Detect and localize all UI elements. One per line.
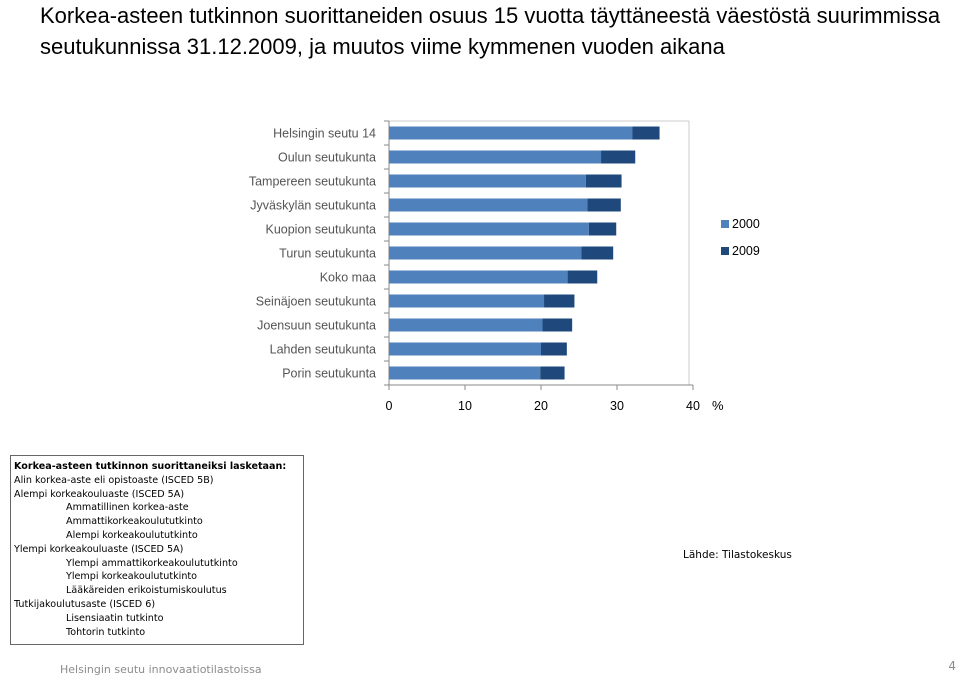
definition-item: Lisensiaatin tutkinto: [66, 612, 164, 624]
legend-swatch: [721, 247, 729, 255]
category-label: Koko maa: [319, 270, 376, 285]
bar-2009: [540, 367, 564, 380]
definition-item: Ammatillinen korkea-aste: [66, 502, 189, 514]
bar-2009: [541, 343, 567, 356]
legend-label: 2000: [732, 217, 760, 231]
category-label: Seinäjoen seutukunta: [255, 294, 376, 309]
bar-2009: [544, 295, 574, 308]
x-tick-label: 40: [686, 399, 700, 413]
category-labels: [249, 127, 376, 381]
bar-2000: [389, 319, 543, 332]
bar-2009: [632, 127, 659, 140]
bar-2000: [389, 199, 587, 212]
definition-item: Tutkijakoulutusaste (ISCED 6): [14, 598, 156, 610]
bar-2009: [543, 319, 573, 332]
chart-legend: [721, 217, 760, 258]
definition-box: [10, 455, 304, 645]
page-title: Korkea-asteen tutkinnon suorittaneiden osuus 15 vuotta täyttäneestä väestöstä suurimmissa seutukunnissa 31.12.2009, ja muutos viime kymmenen vuoden aikana: [40, 3, 941, 59]
category-label: Kuopion seutukunta: [265, 222, 376, 237]
bar-2000: [389, 247, 581, 260]
category-label: Lahden seutukunta: [269, 342, 376, 357]
definition-item: Alempi korkeakouluaste (ISCED 5A): [14, 488, 185, 500]
definition-item: Ammattikorkeakoulututkinto: [66, 516, 203, 528]
bar-2000: [389, 223, 589, 236]
category-label: Jyväskylän seutukunta: [250, 198, 376, 213]
x-tick-label: 10: [458, 399, 472, 413]
bar-2000: [389, 151, 601, 164]
category-label: Helsingin seutu 14: [273, 126, 376, 141]
bar-2000: [389, 175, 586, 188]
category-label: Joensuun seutukunta: [257, 318, 376, 333]
bar-2000: [389, 271, 568, 284]
bar-2009: [589, 223, 616, 236]
x-tick-label: 20: [534, 399, 548, 413]
x-tick-labels: [386, 399, 700, 413]
bar-2000: [389, 343, 541, 356]
category-label: Porin seutukunta: [282, 366, 376, 381]
bar-2000: [389, 295, 544, 308]
source-note: Lähde: Tilastokeskus: [683, 549, 792, 561]
definition-item: Alempi korkeakoulututkinto: [66, 529, 198, 541]
bar-2009: [601, 151, 635, 164]
x-tick-label: 30: [610, 399, 624, 413]
bar-2009: [581, 247, 613, 260]
definition-item: Tohtorin tutkinto: [66, 626, 146, 638]
legend-swatch: [721, 220, 729, 228]
footer-text: Helsingin seutu innovaatiotilastoissa: [60, 663, 262, 676]
definition-item: Ylempi ammattikorkeakoulututkinto: [66, 557, 238, 569]
definition-list: [14, 474, 303, 640]
definition-item: Alin korkea-aste eli opistoaste (ISCED 5B): [14, 474, 214, 486]
definition-item: Lääkäreiden erikoistumiskoulutus: [66, 585, 227, 597]
chart-bars: [389, 127, 660, 380]
x-tick-label: 0: [385, 399, 393, 413]
definition-item: Ylempi korkeakouluaste (ISCED 5A): [14, 543, 184, 555]
definition-heading: Korkea-asteen tutkinnon suorittaneiksi lasketaan:: [14, 461, 287, 472]
category-label: Turun seutukunta: [279, 246, 376, 261]
bar-2000: [389, 367, 540, 380]
category-label: Tampereen seutukunta: [248, 174, 376, 189]
bar-2009: [568, 271, 598, 284]
page-number: 4: [948, 659, 956, 673]
definition-item: Ylempi korkeakoulututkinto: [66, 571, 198, 583]
x-unit-label: %: [712, 398, 724, 413]
category-label: Oulun seutukunta: [278, 150, 376, 165]
bar-2009: [587, 199, 620, 212]
legend-label: 2009: [732, 244, 760, 258]
bar-2009: [586, 175, 622, 188]
bar-2000: [389, 127, 632, 140]
